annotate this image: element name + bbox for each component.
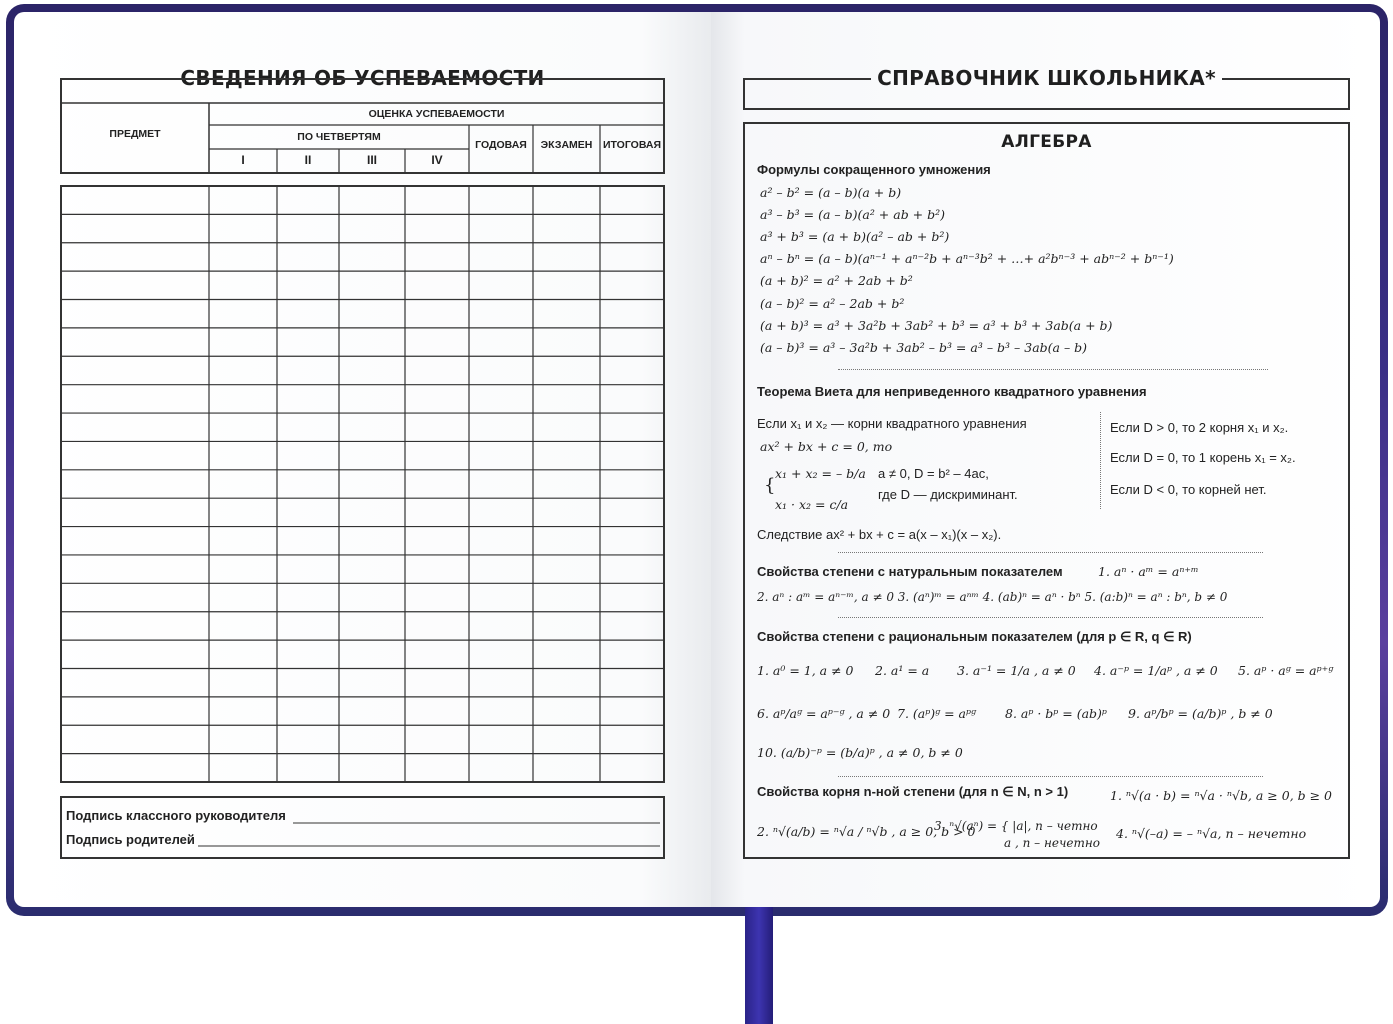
rational-power-2: 2. a¹ = a <box>875 663 930 678</box>
formula-line: aⁿ – bⁿ = (a – b)(aⁿ⁻¹ + aⁿ⁻²b + aⁿ⁻³b² + …+ a²bⁿ⁻³ + abⁿ⁻² + bⁿ⁻¹) <box>760 251 1174 266</box>
rational-power-10: 10. (a/b)⁻ᵖ = (b/a)ᵖ , a ≠ 0, b ≠ 0 <box>757 745 963 760</box>
rational-power-3: 3. a⁻¹ = 1/a , a ≠ 0 <box>957 663 1076 678</box>
dotted-separator <box>838 552 1263 553</box>
formula-line: a² – b² = (a – b)(a + b) <box>760 185 902 200</box>
formula-line: (a + b)² = a² + 2ab + b² <box>760 273 913 288</box>
system-brace: { <box>764 475 776 496</box>
root-title: Свойства корня n-ной степени (для n ∈ N, n > 1) <box>757 784 1069 799</box>
formula-line: (a – b)² = a² – 2ab + b² <box>760 296 905 311</box>
quarters-header: ПО ЧЕТВЕРТЯМ <box>297 131 381 143</box>
bookmark-ribbon[interactable] <box>745 905 773 1024</box>
d-zero: Если D = 0, то 1 корень x₁ = x₂. <box>1110 450 1296 465</box>
vieta-discriminant: где D — дискриминант. <box>878 487 1018 502</box>
grades-header: ОЦЕНКА УСПЕВАЕМОСТИ <box>368 108 505 120</box>
formula-line: (a + b)³ = a³ + 3a²b + 3ab² + b³ = a³ + b³ + 3ab(a + b) <box>760 318 1113 333</box>
abbr-title: Формулы сокращенного умножения <box>757 162 991 177</box>
quarter-label-3: III <box>366 153 377 167</box>
vieta-divider <box>1100 412 1101 509</box>
vieta-if: Если x₁ и x₂ — корни квадратного уравнения <box>757 416 1027 431</box>
quarter-label-4: IV <box>431 153 443 167</box>
annual-header: ГОДОВАЯ <box>475 139 527 151</box>
natural-power-1: 1. aⁿ · aᵐ = aⁿ⁺ᵐ <box>1098 564 1199 579</box>
d-positive: Если D > 0, то 2 корня x₁ и x₂. <box>1110 420 1289 435</box>
title-rule-left <box>743 78 871 80</box>
rational-power-1: 1. a⁰ = 1, a ≠ 0 <box>757 663 854 678</box>
vieta-condition: a ≠ 0, D = b² – 4ac, <box>878 466 989 481</box>
root-property-2: 2. ⁿ√(a/b) = ⁿ√a / ⁿ√b , a ≥ 0, b > 0 <box>757 824 976 839</box>
natural-power-title: Свойства степени с натуральным показателем <box>757 564 1063 579</box>
section-title: АЛГЕБРА <box>1001 132 1092 152</box>
rational-power-8: 8. aᵖ · bᵖ = (ab)ᵖ <box>1005 706 1107 721</box>
vieta-consequence: Следствие ax² + bx + c = a(x – x₁)(x – x₂). <box>757 527 1002 542</box>
vieta-equation: ax² + bx + c = 0, то <box>760 439 893 454</box>
vieta-sum: x₁ + x₂ = – b/a <box>775 466 866 481</box>
formula-line: (a – b)³ = a³ – 3a²b + 3ab² – b³ = a³ – b³ – 3ab(a – b) <box>760 340 1088 355</box>
rational-power-4: 4. a⁻ᵖ = 1/aᵖ , a ≠ 0 <box>1094 663 1218 678</box>
natural-power-rest: 2. aⁿ : aᵐ = aⁿ⁻ᵐ, a ≠ 0 3. (aⁿ)ᵐ = aⁿᵐ 4. (ab)ⁿ = aⁿ · bⁿ 5. (a:b)ⁿ = aⁿ : bⁿ, b ≠ 0 <box>757 590 1228 604</box>
teacher-signature-label: Подпись классного руководителя <box>66 808 286 823</box>
rational-power-9: 9. aᵖ/bᵖ = (a/b)ᵖ , b ≠ 0 <box>1128 706 1273 721</box>
vieta-title: Теорема Виета для неприведенного квадратного уравнения <box>757 384 1147 399</box>
parents-signature-label: Подпись родителей <box>66 832 195 847</box>
formula-line: a³ + b³ = (a + b)(a² – ab + b²) <box>760 229 950 244</box>
root-property-4: 4. ⁿ√(–a) = – ⁿ√a, n – нечетно <box>1116 826 1307 841</box>
rational-power-title: Свойства степени с рациональным показателем (для p ∈ R, q ∈ R) <box>757 629 1192 644</box>
exam-header: ЭКЗАМЕН <box>540 139 593 151</box>
final-header: ИТОГОВАЯ <box>602 139 662 151</box>
dotted-separator <box>838 776 1263 777</box>
dotted-separator <box>838 617 1263 618</box>
d-negative: Если D < 0, то корней нет. <box>1110 482 1267 497</box>
vieta-product: x₁ · x₂ = c/a <box>775 497 849 512</box>
quarter-label-1: I <box>241 153 245 167</box>
root-property-1: 1. ⁿ√(a · b) = ⁿ√a · ⁿ√b, a ≥ 0, b ≥ 0 <box>1110 788 1333 803</box>
dotted-separator <box>838 369 1268 370</box>
rational-power-7: 7. (aᵖ)ᵍ = aᵖᵍ <box>897 706 976 721</box>
quarter-label-2: II <box>304 153 312 167</box>
root-property-3: 3. ⁿ√(aⁿ) = { |a|, n – четно <box>934 819 1098 833</box>
title-rule-right <box>1222 78 1350 80</box>
reference-title: СПРАВОЧНИК ШКОЛЬНИКА* <box>877 66 1216 90</box>
rational-power-6: 6. aᵖ/aᵍ = aᵖ⁻ᵍ , a ≠ 0 <box>757 706 891 721</box>
root-property-3-odd: a , n – нечетно <box>1004 836 1101 850</box>
subject-header: ПРЕДМЕТ <box>109 128 161 140</box>
rational-power-5: 5. aᵖ · aᵍ = aᵖ⁺ᵍ <box>1238 663 1334 678</box>
formula-line: a³ – b³ = (a – b)(a² + ab + b²) <box>760 207 946 222</box>
page-title: СВЕДЕНИЯ ОБ УСПЕВАЕМОСТИ <box>180 66 545 90</box>
